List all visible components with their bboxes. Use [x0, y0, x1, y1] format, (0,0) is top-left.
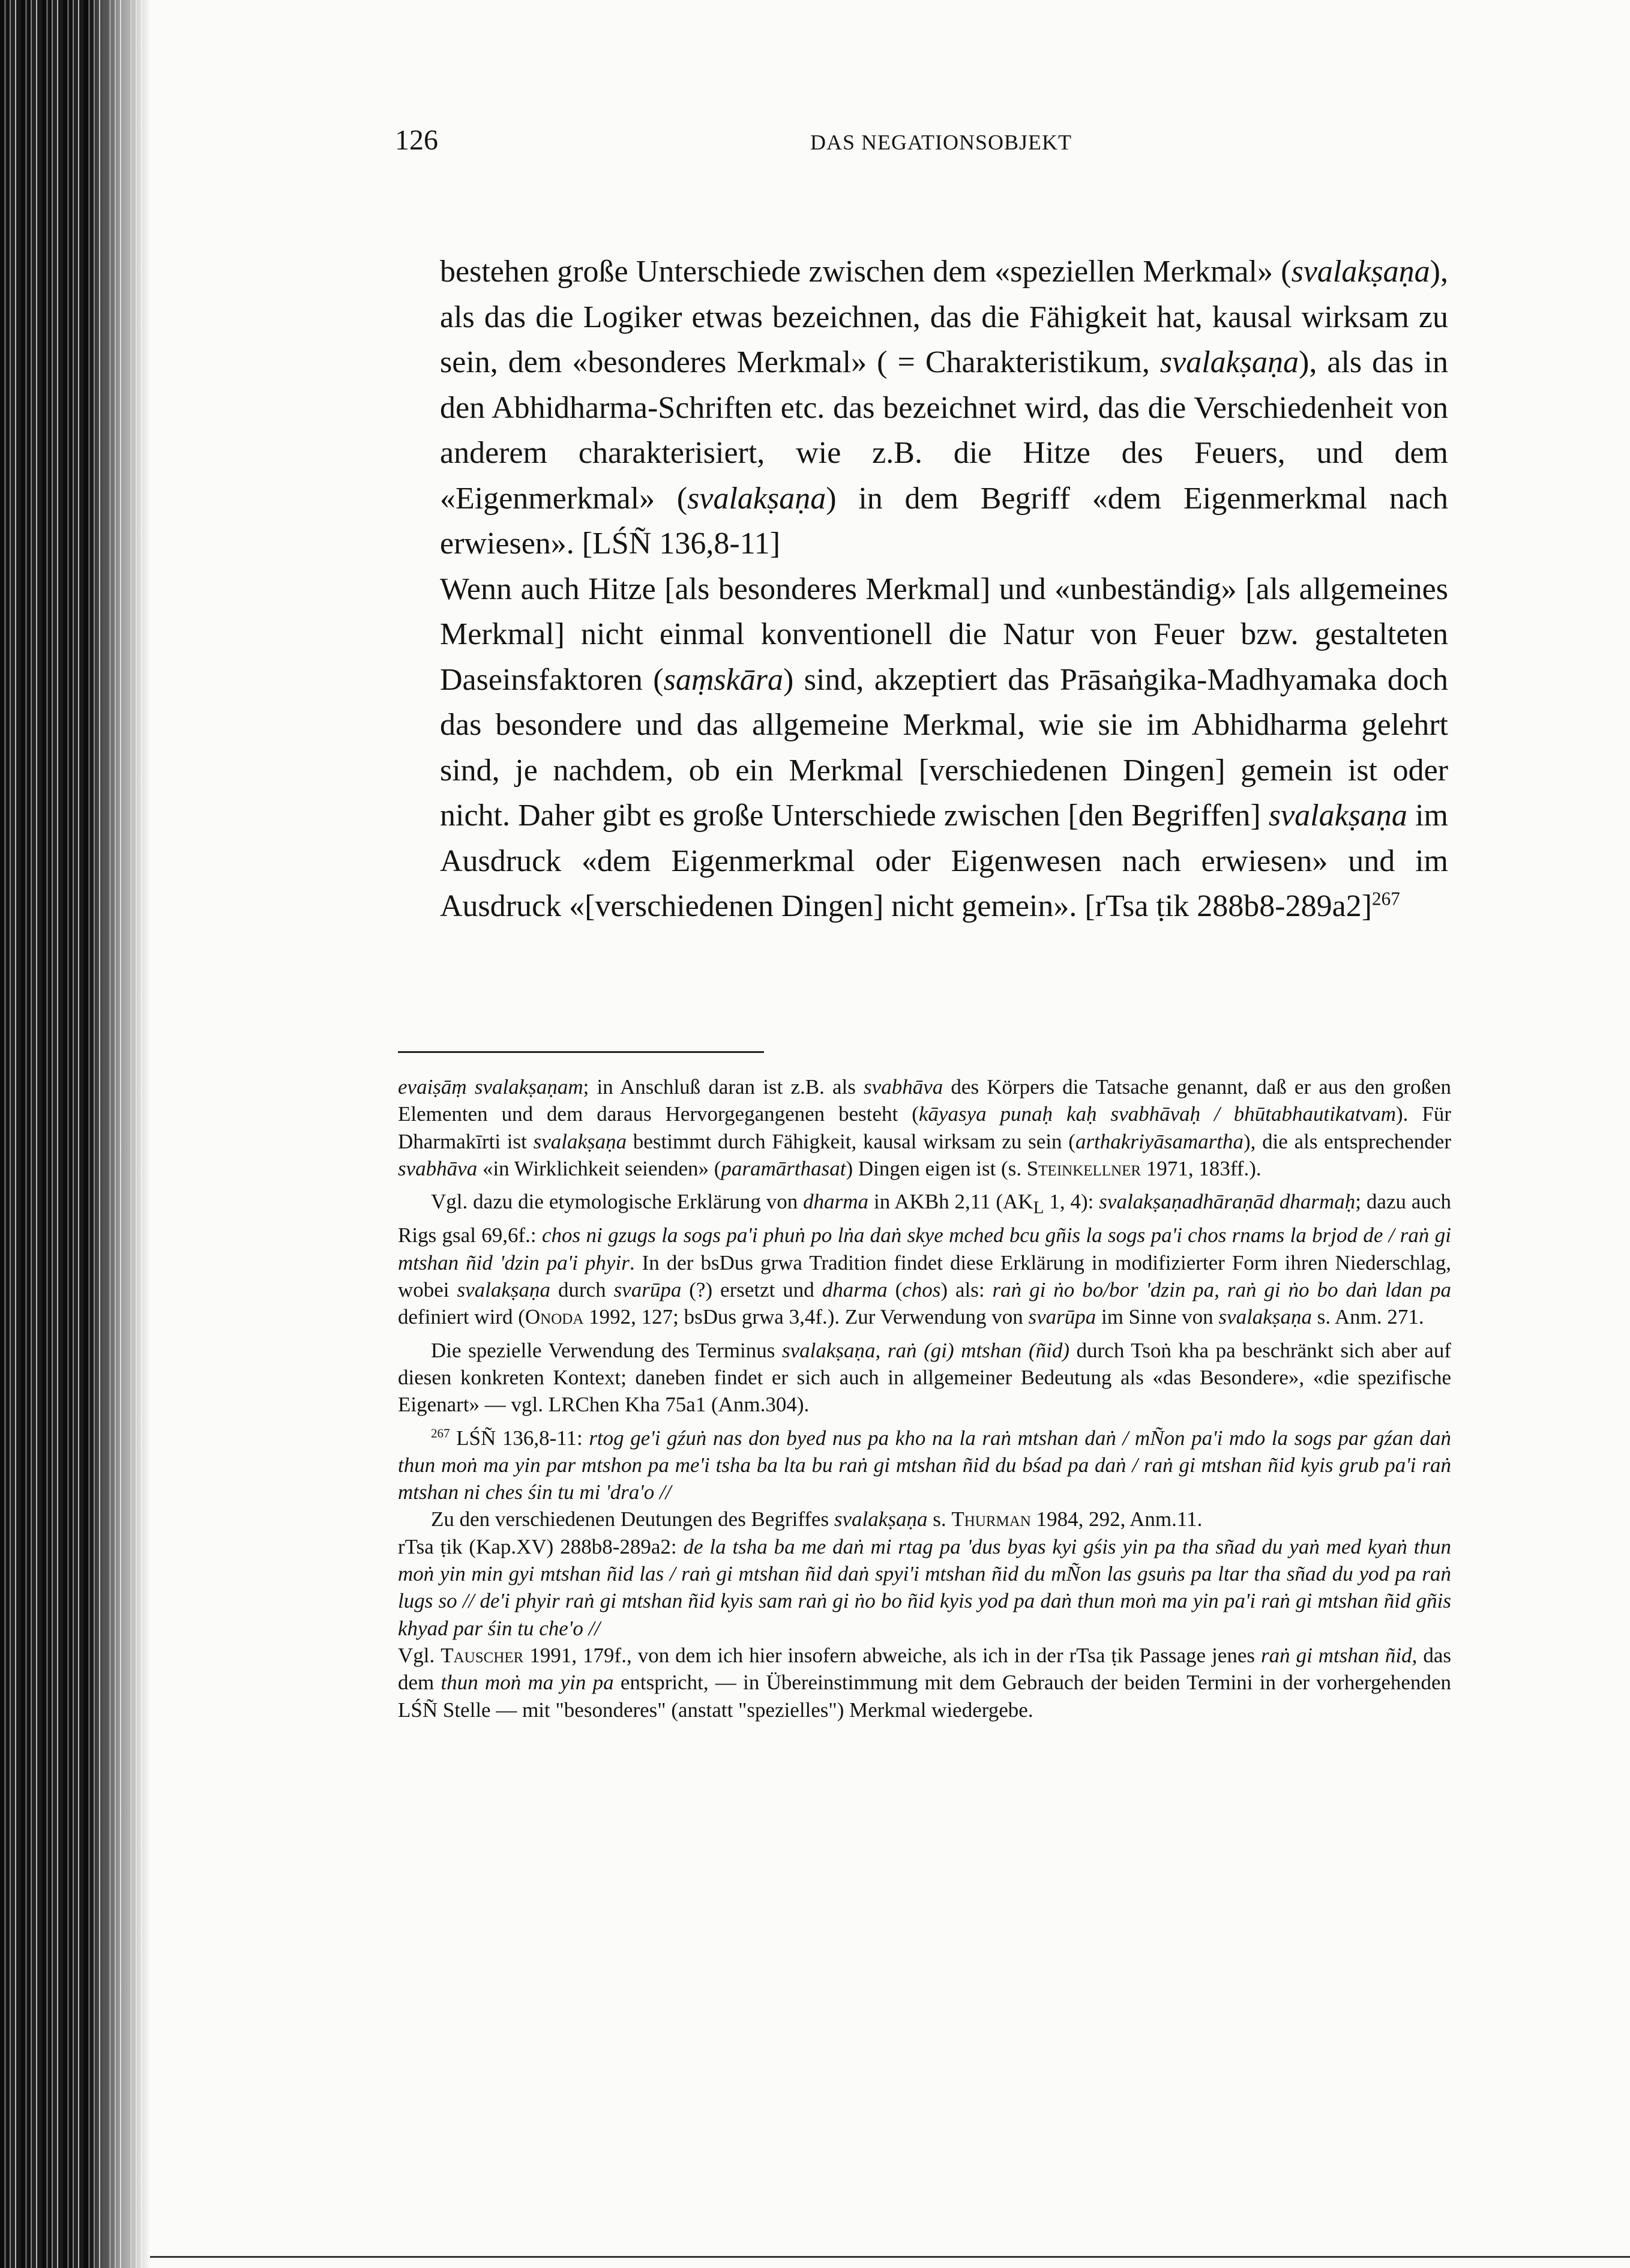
main-text — [440, 249, 1448, 929]
footnotes — [398, 1073, 1451, 1724]
footnote-267: $^{267}$ LŚÑ 136,8-11: rtog ge'i gźuṅ nas don byed nus pa kho na la raṅ mtshan daṅ / mÑon pa'i mdo la sogs par gźan daṅ thun moṅ ma yin par mtshon pa me'i tsha ba lta bu raṅ gi mtshan ñid du bśad pa daṅ / raṅ gi mtshan ñid kyis grub pa'i raṅ mtshan ni ches śin tu mi 'dra'o // — [398, 1425, 1451, 1504]
footnote-rule — [398, 1051, 764, 1053]
footnote-ref-267[interactable]: 267 — [1372, 888, 1400, 909]
running-title: DAS NEGATIONSOBJEKT — [810, 130, 1072, 154]
footnote-number-267: 267 — [431, 1425, 450, 1440]
footnote-paragraph-usage: Die spezielle Verwendung des Terminus svalakṣaṇa, raṅ (gi) mtshan (ñid) durch Tsoṅ kha pa beschränkt sich aber auf diesen konkreten Kontext; daneben findet er sich auch in allgemeiner Bedeutung als «das Besondere», «die spezifische Eigenart» — vgl. LRChen Kha 75a1 (Anm.304). — [398, 1338, 1451, 1417]
footnote-paragraph-interpretations: Zu den verschiedenen Deutungen des Begriffes svalakṣaṇa s. Thurman 1984, 292, Anm.11. — [431, 1507, 1203, 1531]
main-paragraph-2: Wenn auch Hitze [als besonderes Merkmal] und «unbeständig» [als allgemeines Merkmal] nicht einmal konventionell die Natur von Feuer bzw. gestalteten Daseinsfaktoren (saṃskāra) sind, akzeptiert das Prāsaṅgika-Madhyamaka doch das besondere und das allgemeine Merkmal, wie sie im Abhidharma gelehrt sind, je nachdem, ob ein Merkmal [verschiedenen Dingen] gemein ist oder nicht. Daher gibt es große Unterschiede zwischen [den Begriffen] svalakṣaṇa im Ausdruck «dem Eigenmerkmal oder Eigenwesen nach erwiesen» und im Ausdruck «[verschiedenen Dingen] nicht gemein». [rTsa ṭik 288b8-289a2]$^{267}$ — [440, 572, 1448, 923]
main-paragraph-1: bestehen große Unterschiede zwischen dem «speziellen Merkmal» (svalakṣaṇa), als das die Logiker etwas bezeichnen, das die Fähigkeit hat, kausal wirksam zu sein, dem «besonderes Merkmal» ( = Charakteristikum, svalakṣaṇa), als das in den Abhidharma-Schriften etc. das bezeichnet wird, das die Verschiedenheit von anderem charakterisiert, wie z.B. die Hitze des Feuers, und dem «Eigenmerkmal» (svalakṣaṇa) in dem Begriff «dem Eigenmerkmal nach erwiesen». [LŚÑ 136,8-11] — [440, 255, 1448, 561]
page-number: 126 — [395, 124, 438, 156]
book-spine-shadow — [0, 0, 150, 2268]
footnote-continuation: evaiṣāṃ svalakṣaṇam; in Anschluß daran ist z.B. als svabhāva des Körpers die Tatsache genannt, daß er aus den großen Elementen und dem daraus Hervorgegangenen besteht (kāyasya punaḥ kaḥ svabhāvaḥ / bhūtabhautikatvam). Für Dharmakīrti ist svalakṣaṇa bestimmt durch Fähigkeit, kausal wirksam zu sein (arthakriyāsamartha), die als entsprechender svabhāva «in Wirklichkeit seienden» (paramārthasat) Dingen eigen ist (s. Steinkellner 1971, 183ff.). — [398, 1075, 1452, 1180]
footnote-paragraph-etymology: Vgl. dazu die etymologische Erklärung von dharma in AKBh 2,11 ($AK_L$ 1, 4): svalakṣaṇadhāraṇād dharmaḥ; dazu auch Rigs gsal 69,6f.: chos ni gzugs la sogs pa'i phuṅ po lṅa daṅ skye mched bcu gñis la sogs pa'i chos rnams la brjod de / raṅ gi mtshan ñid 'dzin pa'i phyir. In der bsDus grwa Tradition findet diese Erklärung in modifizierter Form ihren Niederschlag, wobei svalakṣaṇa durch svarūpa (?) ersetzt und dharma (chos) als: raṅ gi ṅo bo/bor 'dzin pa, raṅ gi ṅo bo daṅ ldan pa definiert wird (Onoda 1992, 127; bsDus grwa 3,4f.). Zur Verwendung von svarūpa im Sinne von svalakṣaṇa s. Anm. 271. — [398, 1190, 1451, 1329]
footnote-paragraph-rtsa-tik: rTsa ṭik (Kap.XV) 288b8-289a2: de la tsha ba me daṅ mi rtag pa 'dus byas kyi gśis yin pa tha sñad du yaṅ med kyaṅ thun moṅ yin min gyi mtshan ñid las / raṅ gi mtshan ñid daṅ spyi'i mtshan ñid du mÑon las gsuṅs pa ltar tha sñad du yod pa raṅ lugs so // de'i phyir raṅ gi mtshan ñid kyis sam raṅ gi ṅo bo ñid kyis yod pa daṅ thun moṅ ma yin pa'i raṅ gi mtshan ñid gñis khyad par śin tu che'o // — [398, 1534, 1451, 1640]
footnote-paragraph-tauscher: Vgl. Tauscher 1991, 179f., von dem ich hier insofern abweiche, als ich in der rTsa ṭik Passage jenes raṅ gi mtshan ñid, das dem thun moṅ ma yin pa entspricht, — in Übereinstimmung mit dem Gebrauch der beiden Termini in der vorhergehenden LŚÑ Stelle — mit "besonderes" (anstatt "spezielles") Merkmal wiedergebe. — [398, 1643, 1452, 1722]
scan-bottom-edge — [150, 2256, 1630, 2258]
